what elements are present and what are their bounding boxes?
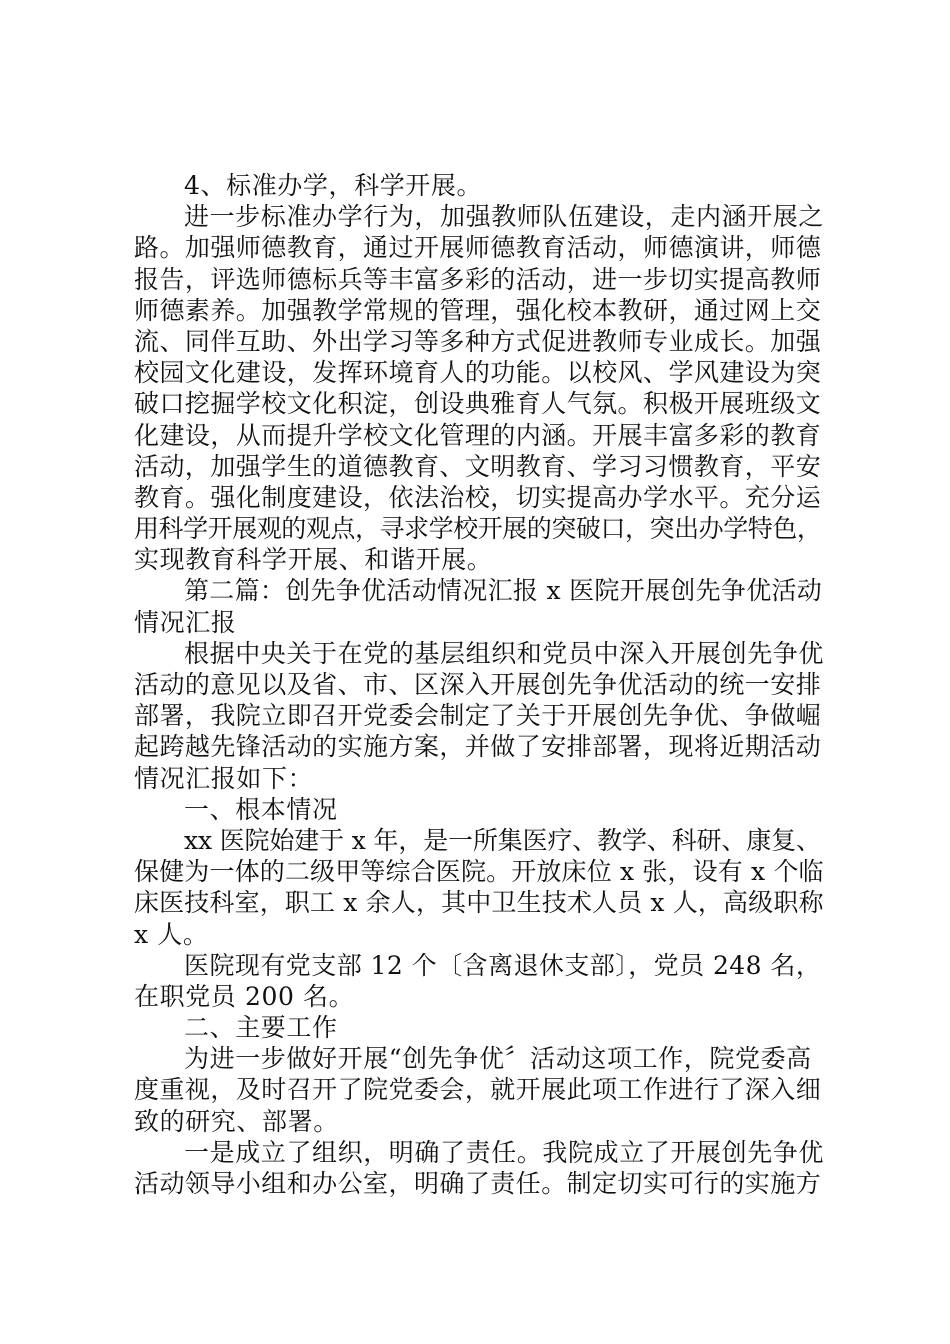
document-text-line: 度重视，及时召开了院党委会，就开展此项工作进行了深入细 (134, 1075, 822, 1105)
document-text-line: 情况汇报 (134, 607, 237, 637)
document-text-line: 二、主要工作 (184, 1013, 338, 1043)
document-text-line: 在职党员 200 名。 (134, 981, 355, 1011)
document-text-line: 活动，加强学生的道德教育、文明教育、学习习惯教育，平安 (134, 451, 822, 481)
document-text-line: 根据中央关于在党的基层组织和党员中深入开展创先争优 (184, 638, 825, 668)
document-text-line: 进一步标准办学行为，加强教师队伍建设，走内涵开展之 (184, 202, 825, 232)
document-text-line: 活动领导小组和办公室，明确了责任。制定切实可行的实施方 (134, 1169, 822, 1198)
document-body (134, 170, 824, 1199)
document-text-line: 为进一步做好开展“创先争优〞活动这项工作，院党委高 (184, 1044, 812, 1074)
document-text-line: 路。加强师德教育，通过开展师德教育活动，师德演讲，师德 (134, 233, 822, 263)
document-text-line: 破口挖掘学校文化积淀，创设典雅育人气氛。积极开展班级文 (134, 389, 822, 419)
document-text-line: x 人。 (134, 919, 209, 949)
document-text-line: 报告，评选师德标兵等丰富多彩的活动，进一步切实提高教师 (134, 264, 822, 294)
document-text-line: 活动的意见以及省、市、区深入开展创先争优活动的统一安排 (134, 670, 822, 699)
document-text-line: 情况汇报如下： (134, 763, 314, 793)
document-text-line: xx 医院始建于 x 年，是一所集医疗、教学、科研、康复、 (184, 825, 821, 855)
document-text-line: 床医技科室，职工 x 余人，其中卫生技术人员 x 人，高级职称 (134, 888, 824, 918)
document-text-line: 师德素养。加强教学常规的管理，强化校本教研，通过网上交 (134, 295, 822, 325)
document-text-line: 4、标准办学，科学开展。 (184, 171, 483, 200)
document-text-line: 校园文化建设，发挥环境育人的功能。以校风、学风建设为突 (134, 358, 822, 388)
document-text-line: 一是成立了组织，明确了责任。我院成立了开展创先争优 (184, 1137, 825, 1167)
document-text-line: 医院现有党支部 12 个〔含离退休支部〕，党员 248 名， (184, 950, 822, 980)
document-text-line: 保健为一体的二级甲等综合医院。开放床位 x 张，设有 x 个临 (134, 857, 824, 887)
document-text-line: 实现教育科学开展、和谐开展。 (134, 545, 493, 575)
document-text-line: 一、根本情况 (184, 794, 338, 824)
document-text-line: 化建设，从而提升学校文化管理的内涵。开展丰富多彩的教育 (134, 420, 822, 450)
document-text-line: 流、同伴互助、外出学习等多种方式促进教师专业成长。加强 (134, 326, 822, 356)
document-text-line: 教育。强化制度建设，依法治校，切实提高办学水平。充分运 (134, 482, 822, 512)
document-text-line: 致的研究、部署。 (134, 1106, 339, 1136)
document-text-line: 第二篇：创先争优活动情况汇报 x 医院开展创先争优活动 (184, 576, 823, 606)
document-text-line: 起跨越先锋活动的实施方案，并做了安排部署，现将近期活动 (134, 732, 822, 762)
document-text-line: 部署，我院立即召开党委会制定了关于开展创先争优、争做崛 (134, 701, 822, 731)
document-text-line: 用科学开展观的观点，寻求学校开展的突破口，突出办学特色， (134, 514, 822, 544)
